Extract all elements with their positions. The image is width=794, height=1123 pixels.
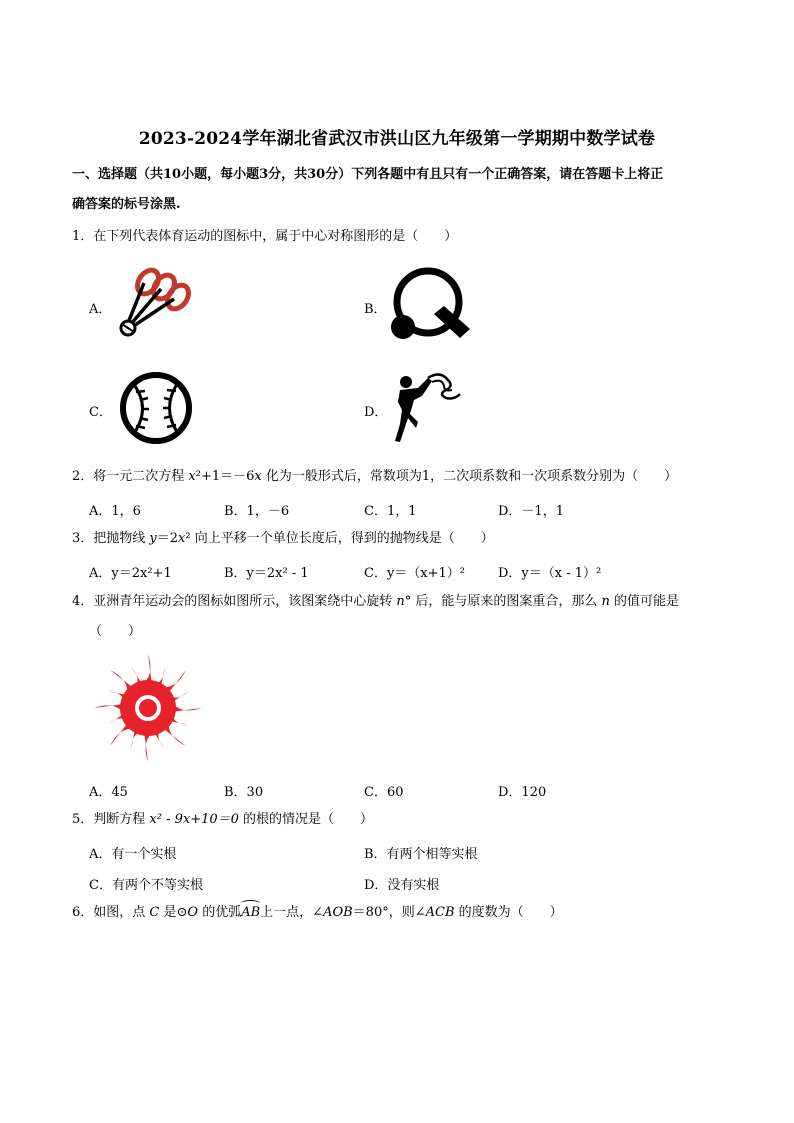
q4-answer-paren: （ ） [89, 624, 142, 639]
q2-stem-part: 化为一般形式后，常数项为1，二次项系数和一次项系数分别为（ ） [261, 469, 678, 484]
q6-point-c: C [149, 905, 160, 920]
q6-circle-o: O [187, 905, 199, 920]
q2-option-b: B．1，－6 [224, 504, 290, 519]
q1-option-d-label: D． [364, 405, 388, 420]
baseball-icon [117, 370, 197, 454]
q2-stem-part: 2．将一元二次方程 [72, 469, 189, 484]
q4-stem-part: 4．亚洲青年运动会的图标如图所示，该图案绕中心旋转 [72, 594, 397, 609]
q3-var-y: y [149, 531, 157, 546]
q3-option-c: C．y＝（x+1）² [364, 566, 465, 581]
q6-stem-part: 的度数为（ ） [454, 905, 563, 920]
q3-stem-part: ² 向上平移一个单位长度后，得到的抛物线是（ ） [185, 531, 494, 546]
question-4-stem [72, 594, 679, 610]
badminton-icon [116, 265, 196, 349]
q5-stem-part: 的根的情况是（ ） [238, 812, 374, 827]
question-3-stem [72, 531, 494, 547]
q4-stem-part: ° 后，能与原来的图案重合，那么 [404, 594, 602, 609]
q6-stem-part: 6．如图，点 [72, 905, 150, 920]
question-6-stem [72, 905, 563, 921]
exam-title: 2023-2024学年湖北省武汉市洪山区九年级第一学期期中数学试卷 [138, 129, 656, 149]
question-1-stem: 1．在下列代表体育运动的图标中，属于中心对称图形的是（ ） [72, 229, 458, 244]
q5-option-b: B．有两个相等实根 [364, 847, 478, 862]
q3-stem-part: ＝2 [156, 531, 179, 546]
q4-option-d: D．120 [498, 785, 547, 800]
q5-option-d: D．没有实根 [364, 878, 440, 893]
q4-option-a: A．45 [89, 785, 128, 800]
q5-stem-part: 5．判断方程 [72, 812, 150, 827]
q6-arc-ab: AB [241, 905, 261, 920]
q5-equation: x² - 9x+10＝0 [149, 812, 239, 827]
q3-option-d: D．y＝（x - 1）² [498, 566, 602, 581]
q6-angle-aob: AOB [323, 905, 353, 920]
q4-stem-part: 的值可能是 [609, 594, 680, 609]
emblem-ring [137, 697, 159, 719]
q1-option-a-label: A． [89, 302, 112, 317]
q4-option-b: B．30 [224, 785, 264, 800]
q6-stem-part: 的优弧 [198, 905, 242, 920]
q2-option-a: A．1，6 [89, 504, 141, 519]
q6-stem-part: ＝80°，则∠ [352, 905, 426, 920]
q3-var-x: x [178, 531, 186, 546]
q1-option-c-label: C． [89, 405, 112, 420]
q2-stem-part: ²+1＝－6 [195, 469, 255, 484]
q2-option-d: D．－1，1 [498, 504, 564, 519]
question-5-stem [72, 812, 373, 828]
q6-angle-acb: ACB [425, 905, 455, 920]
q6-stem-part: 上一点，∠ [260, 905, 324, 920]
q5-option-c: C．有两个不等实根 [89, 878, 203, 893]
q3-stem-part: 3．把抛物线 [72, 531, 150, 546]
q5-option-a: A．有一个实根 [89, 847, 177, 862]
q4-var-n: n [396, 594, 405, 609]
q1-option-b-label: B． [364, 302, 387, 317]
q3-option-a: A．y＝2x²+1 [89, 566, 172, 581]
rhythmic-gymnastics-icon [388, 372, 464, 450]
question-2-stem [72, 469, 677, 485]
q2-var-x: x [254, 469, 262, 484]
asian-youth-games-emblem [90, 650, 206, 766]
q4-option-c: C．60 [364, 785, 404, 800]
table-tennis-icon [388, 266, 472, 350]
q4-var-n: n [601, 594, 610, 609]
q6-stem-part: 是⊙ [159, 905, 188, 920]
section-heading-line2: 确答案的标号涂黑. [72, 197, 181, 212]
q2-var-x: x [188, 469, 196, 484]
q3-option-b: B．y＝2x² - 1 [224, 566, 309, 581]
section-heading-line1: 一、选择题（共10小题，每小题3分，共30分）下列各题中有且只有一个正确答案，请在答题卡上将正 [72, 167, 664, 182]
q2-option-c: C．1，1 [364, 504, 417, 519]
